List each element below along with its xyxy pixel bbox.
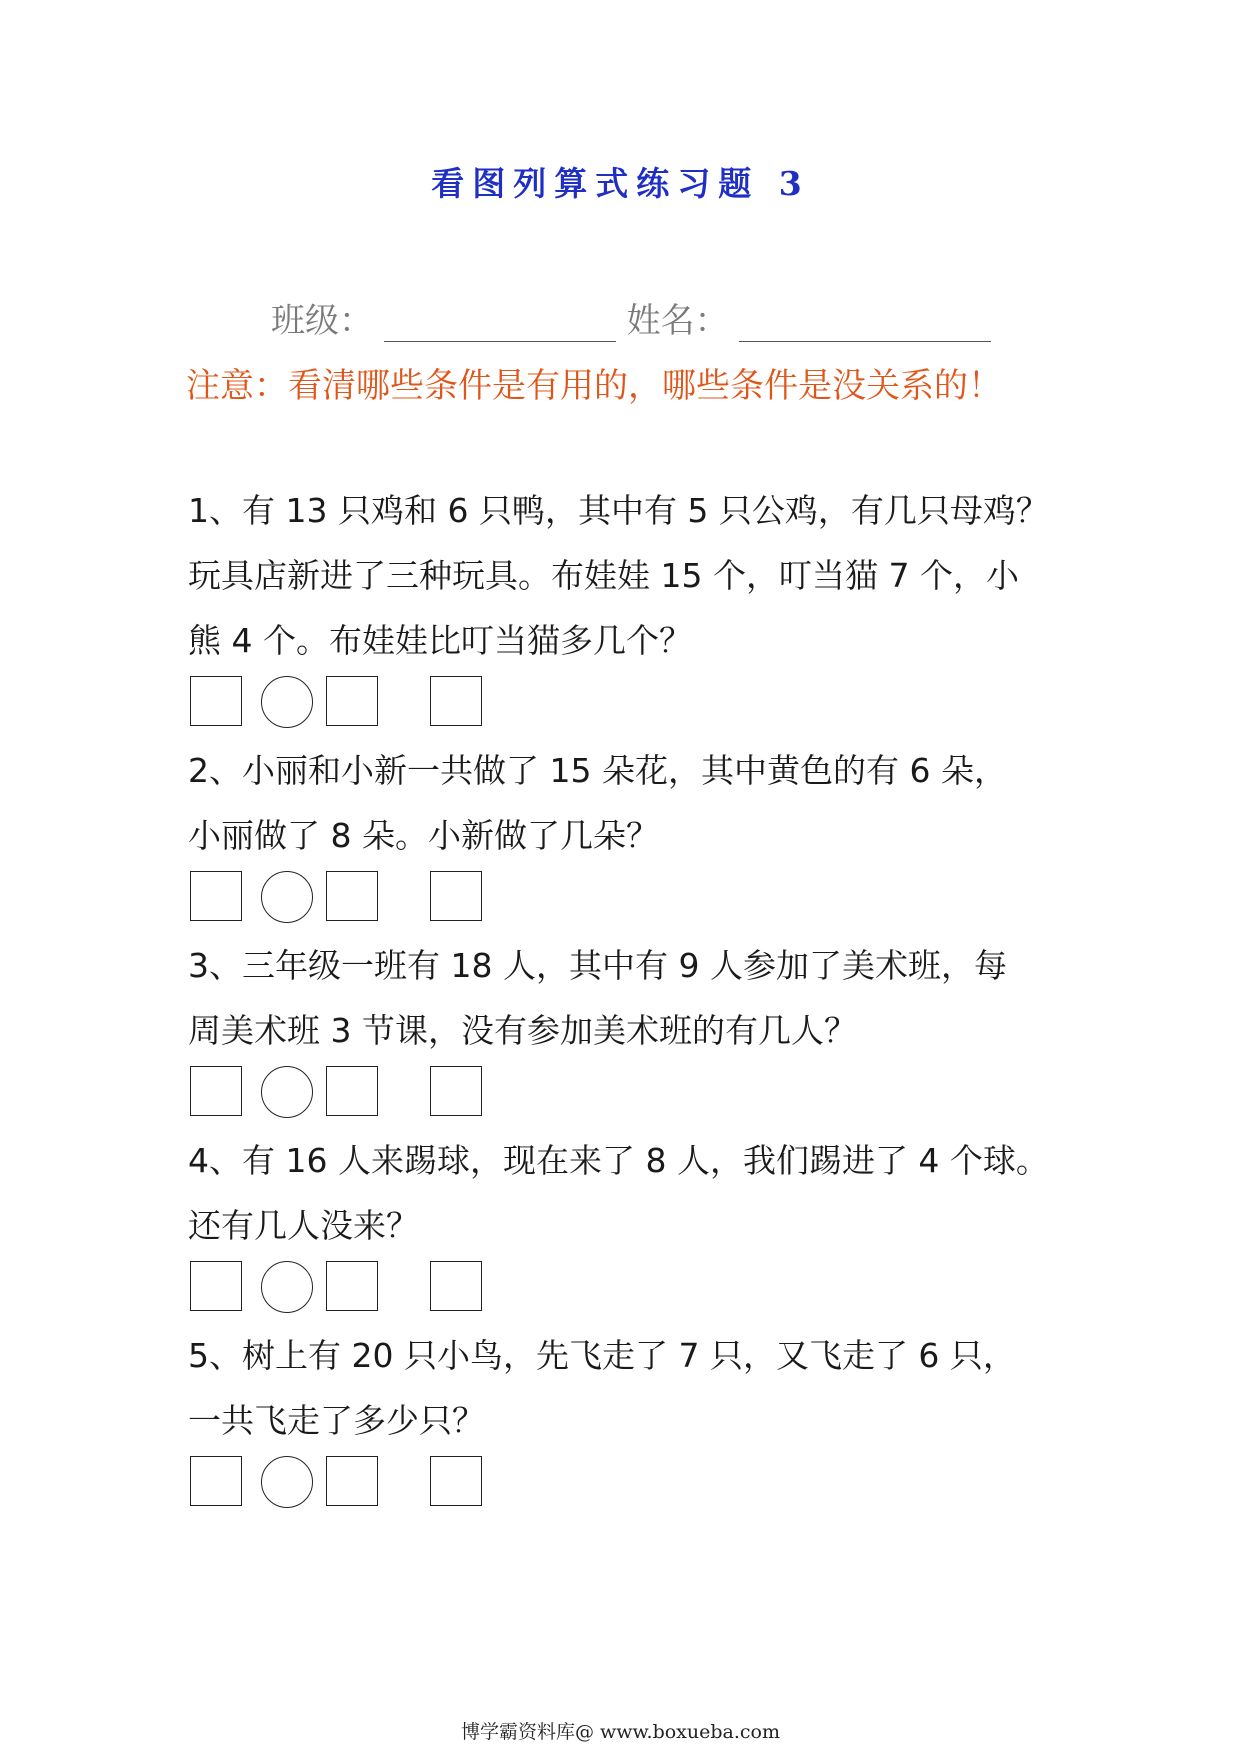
- operator-circle[interactable]: [261, 1261, 313, 1313]
- number-box[interactable]: [326, 1261, 378, 1311]
- student-info-row: [271, 293, 991, 341]
- page-title: 看图列算式练习题 3: [431, 164, 810, 203]
- operator-circle[interactable]: [261, 1456, 313, 1508]
- result-box[interactable]: [430, 676, 482, 726]
- name-blank[interactable]: [739, 301, 991, 342]
- question-line: 5、树上有 20 只小鸟，先飞走了 7 只，又飞走了 6 只，: [188, 1336, 1016, 1375]
- number-box[interactable]: [190, 1261, 242, 1311]
- question-line: 玩具店新进了三种玩具。布娃娃 15 个，叮当猫 7 个，小: [188, 556, 1019, 595]
- number-box[interactable]: [326, 871, 378, 921]
- notice-text: 注意：看清哪些条件是有用的，哪些条件是没关系的！: [186, 366, 1002, 406]
- result-box[interactable]: [430, 1456, 482, 1506]
- answer-row: [190, 676, 490, 728]
- answer-row: [190, 1456, 490, 1508]
- answer-row: [190, 871, 490, 923]
- operator-circle[interactable]: [261, 1066, 313, 1118]
- number-box[interactable]: [190, 1066, 242, 1116]
- question-line: 小丽做了 8 朵。小新做了几朵？: [188, 816, 659, 855]
- operator-circle[interactable]: [261, 676, 313, 728]
- question-line: 2、小丽和小新一共做了 15 朵花，其中黄色的有 6 朵，: [188, 751, 1007, 790]
- question-line: 熊 4 个。布娃娃比叮当猫多几个？: [188, 621, 692, 660]
- number-box[interactable]: [190, 1456, 242, 1506]
- answer-row: [190, 1261, 490, 1313]
- operator-circle[interactable]: [261, 871, 313, 923]
- question-line: 周美术班 3 节课，没有参加美术班的有几人？: [188, 1011, 857, 1050]
- result-box[interactable]: [430, 1261, 482, 1311]
- number-box[interactable]: [190, 676, 242, 726]
- question-line: 还有几人没来？: [188, 1206, 419, 1245]
- number-box[interactable]: [190, 871, 242, 921]
- footer-watermark: 博学霸资料库@ www.boxueba.com: [460, 1721, 781, 1743]
- name-label: 姓名：: [626, 301, 729, 341]
- question-line: 一共飞走了多少只？: [188, 1401, 485, 1440]
- number-box[interactable]: [326, 1066, 378, 1116]
- answer-row: [190, 1066, 490, 1118]
- class-label: 班级：: [271, 301, 373, 341]
- class-blank[interactable]: [384, 301, 616, 342]
- number-box[interactable]: [326, 676, 378, 726]
- result-box[interactable]: [430, 871, 482, 921]
- question-line: 1、有 13 只鸡和 6 只鸭，其中有 5 只公鸡，有几只母鸡？: [188, 491, 1049, 530]
- question-line: 4、有 16 人来踢球，现在来了 8 人，我们踢进了 4 个球。: [188, 1141, 1049, 1180]
- result-box[interactable]: [430, 1066, 482, 1116]
- question-line: 3、三年级一班有 18 人，其中有 9 人参加了美术班，每: [188, 946, 1007, 985]
- number-box[interactable]: [326, 1456, 378, 1506]
